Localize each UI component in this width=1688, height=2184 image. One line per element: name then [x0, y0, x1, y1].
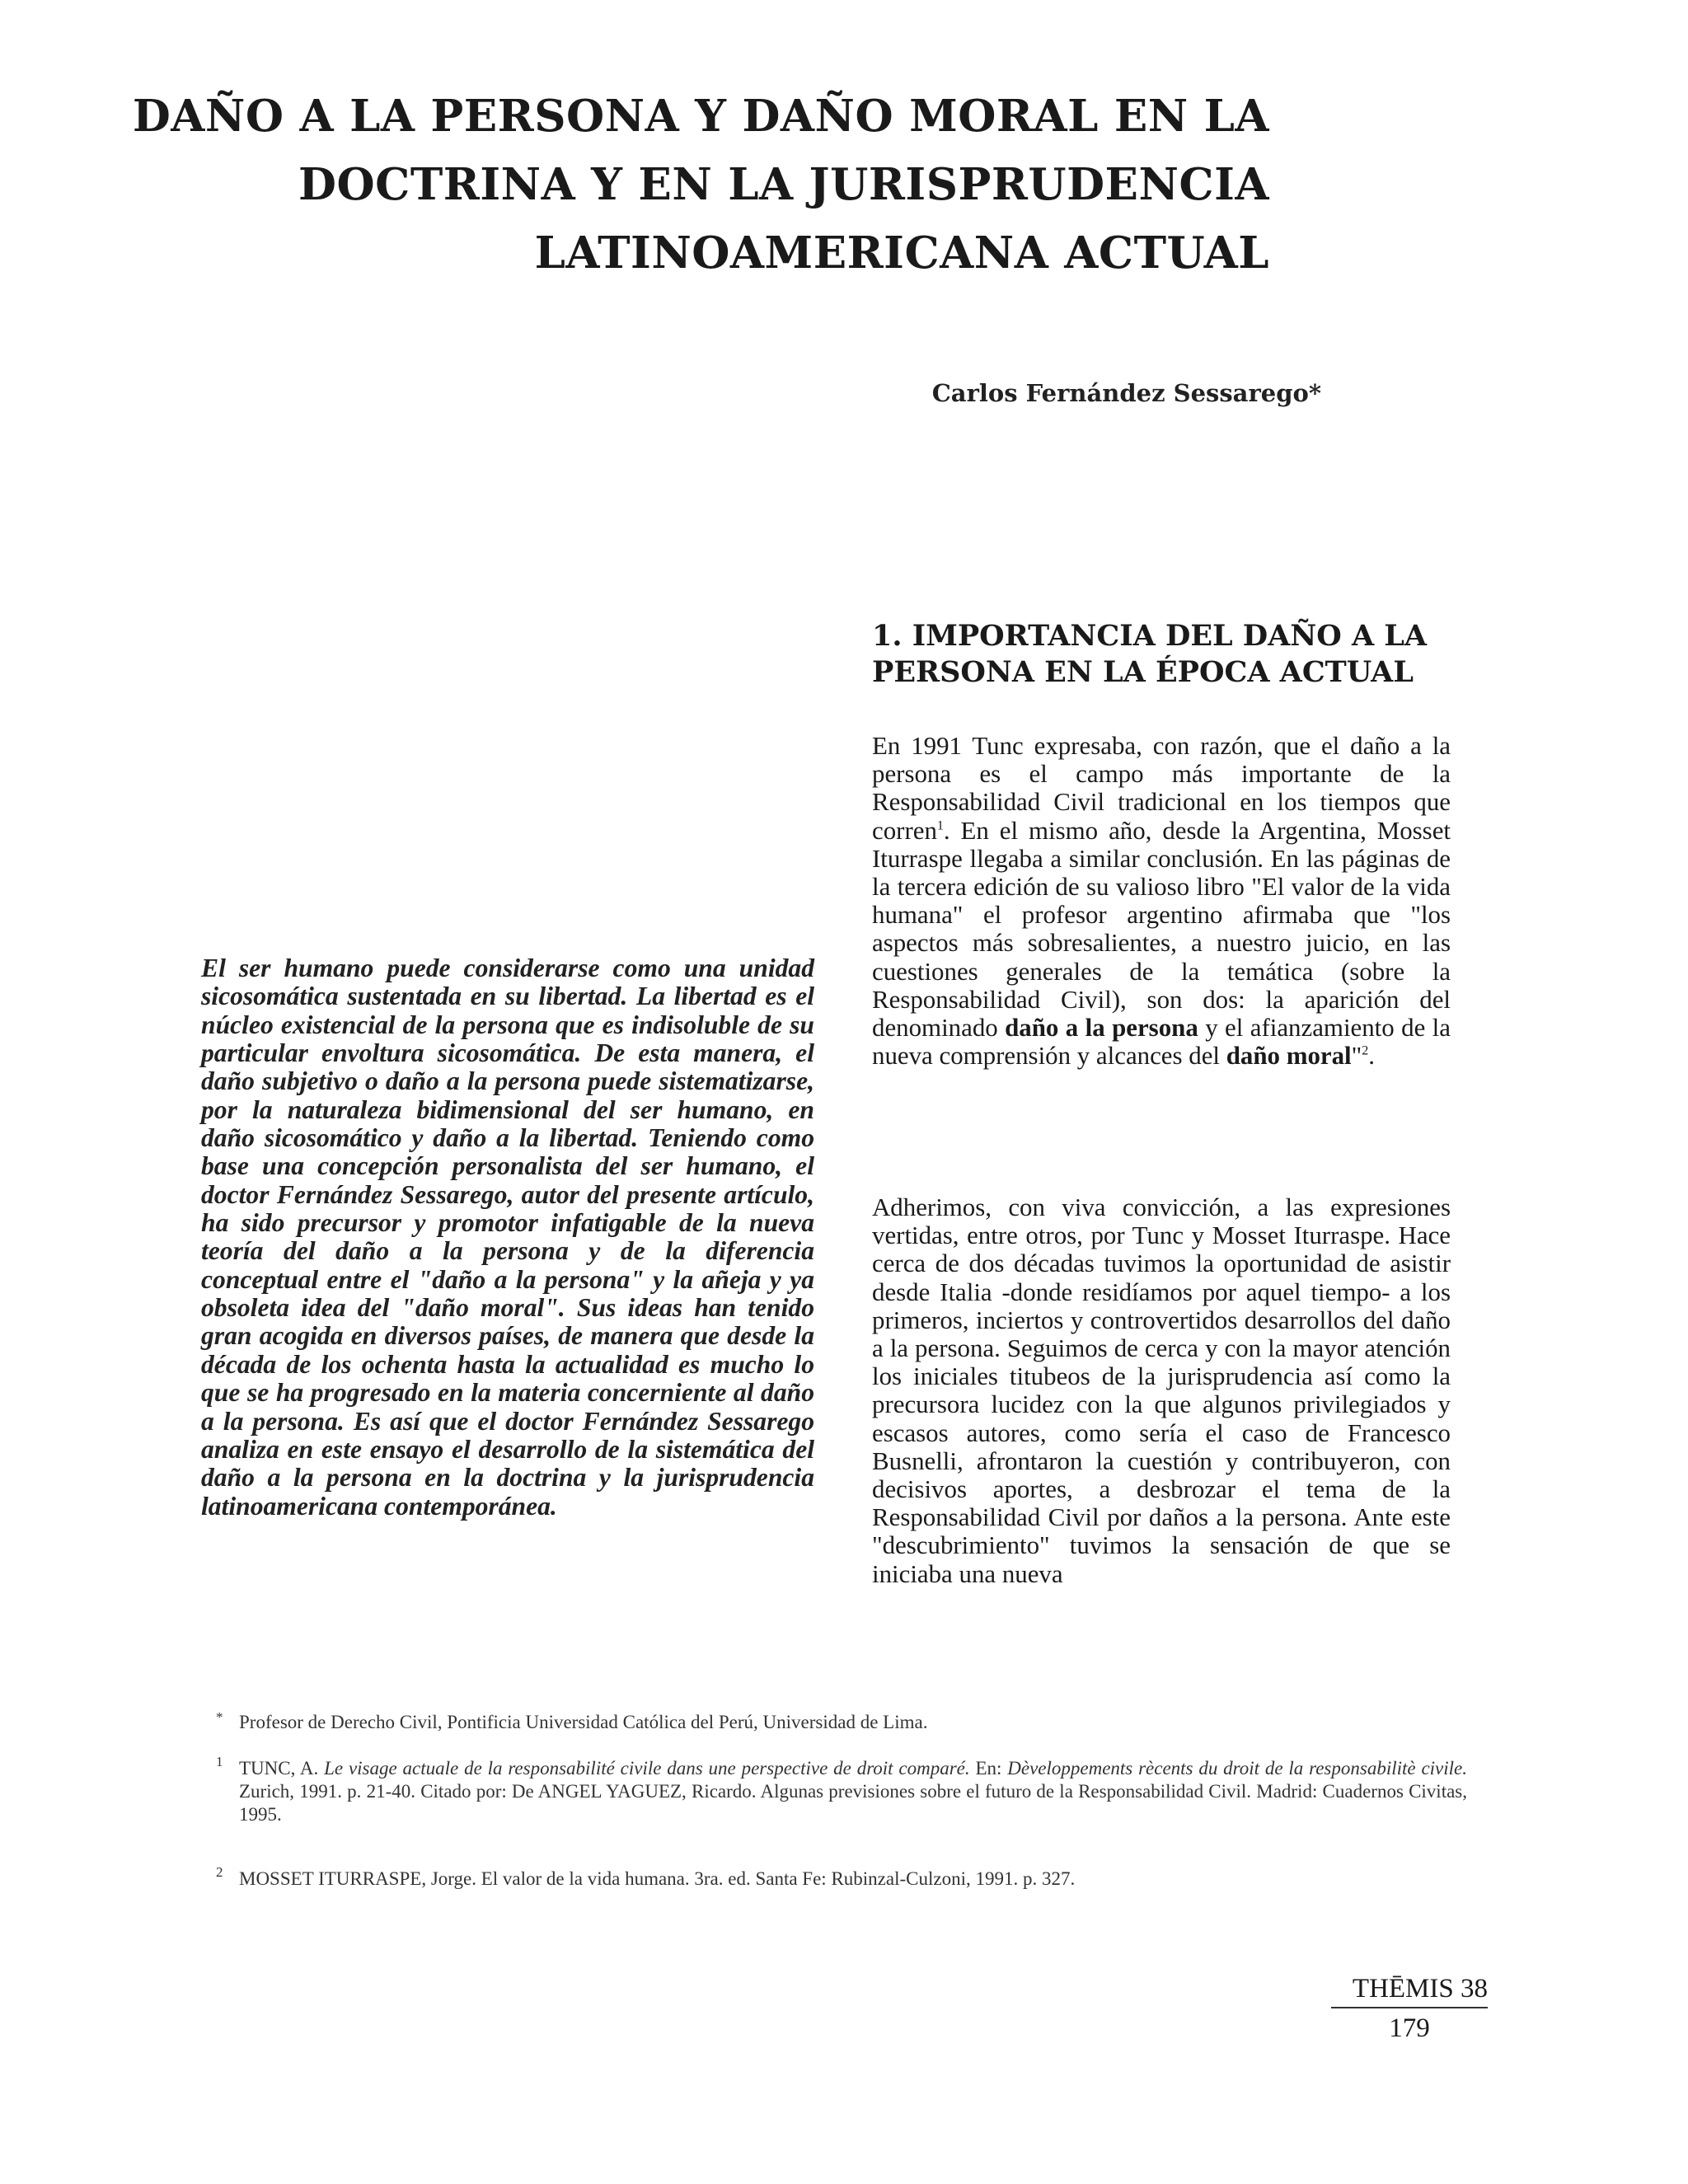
footnote-1-text-c: Zurich, 1991. p. 21-40. Citado por: De ANGEL YAGUEZ, Ricardo. Algunas previsiones sobre el futuro de la Responsabilidad Civil. Madrid: Cuadernos Civitas, 1995. — [239, 1781, 1467, 1825]
para1-bold-dano-persona: daño a la persona — [1005, 1013, 1198, 1043]
section-heading — [872, 618, 1531, 691]
para1-text-a: En 1991 Tunc expresaba, con razón, que el daño a la persona es el campo más importante de la Responsabilidad Civil tradicional en los tiempos que corren — [872, 731, 1451, 845]
section-heading-line-1: 1. IMPORTANCIA DEL DAÑO A LA — [872, 619, 1428, 653]
para1-text-b: . En el mismo año, desde la Argentina, Mosset Iturraspe llegaba a similar conclusión. En las páginas de la tercera edición de su valioso libro "El valor de la vida humana" el profesor argentino afirmaba que "los aspectos más sobresalientes, a nuestro juicio, en las cuestiones generales de la temática (sobre la Responsabilidad Civil), son dos: la aparición del denominado — [872, 815, 1451, 1043]
footnote-2: MOSSET ITURRASPE, Jorge. El valor de la vida humana. 3ra. ed. Santa Fe: Rubinzal-Culzoni, 1991. p. 327. — [239, 1868, 1076, 1889]
footnote-author: Profesor de Derecho Civil, Pontificia Universidad Católica del Perú, Universidad de Lima. — [239, 1712, 928, 1732]
footnote-1-text-a: TUNC, A. — [239, 1758, 325, 1779]
footnote-ref-2: 2 — [1362, 1043, 1369, 1058]
footnote-star-mark: * — [216, 1709, 223, 1725]
footnote-2-mark: 2 — [216, 1864, 223, 1880]
footnote-1-italic-source: Dèveloppements rècents du droit de la responsabilitè civile. — [1007, 1758, 1467, 1779]
body-paragraph-2: Adherimos, con viva convicción, a las expresiones vertidas, entre otros, por Tunc y Mosset Iturraspe. Hace cerca de dos décadas tuvimos la oportunidad de asistir desde Italia -donde residíamos por aquel tiempo- a los primeros, inciertos y controvertidos desarrollos del daño a la persona. Seguimos de cerca y con la mayor atención los iniciales titubeos de la jurisprudencia así como la precursora lucidez con la que algunos privilegiados y escasos autores, como sería el caso de Francesco Busnelli, afrontaron la cuestión y contribuyeron, con decisivos aportes, a desbrozar el tema de la Responsabilidad Civil por daños a la persona. Ante este "descubrimiento" tuvimos la sensación de que se iniciaba una nueva — [872, 1193, 1451, 1588]
section-heading-line-2: PERSONA EN LA ÉPOCA ACTUAL — [872, 655, 1414, 689]
title-line-3: LATINOAMERICANA ACTUAL — [534, 227, 1269, 279]
footnote-1 — [239, 1757, 1467, 1826]
footnote-1-italic-title: Le visage actuale de la responsabilité civile dans une perspective de droit comparé. — [324, 1758, 970, 1779]
para1-text-c: y el afianzamiento de la nueva comprensión y alcances del — [872, 1013, 1451, 1071]
author-name: Carlos Fernández Sessarego* — [931, 379, 1321, 407]
body-paragraph-1 — [872, 732, 1451, 1070]
footnote-ref-1: 1 — [936, 818, 944, 833]
para1-text-e: . — [1368, 1041, 1375, 1071]
page-number: 179 — [1389, 2013, 1430, 2043]
journal-name: THĒMIS 38 — [1331, 1972, 1488, 2008]
para1-text-d: " — [1351, 1041, 1362, 1071]
footnote-1-mark: 1 — [216, 1754, 223, 1769]
title-line-2: DOCTRINA Y EN LA JURISPRUDENCIA — [298, 159, 1269, 210]
abstract: El ser humano puede considerarse como una unidad sicosomática sustentada en su libertad. La libertad es el núcleo existencial de la persona que es indisoluble de su particular envoltura sicosomática. De esta manera, el daño subjetivo o daño a la persona puede sistematizarse, por la naturaleza bidimensional del ser humano, en daño sicosomático y daño a la libertad. Teniendo como base una concepción personalista del ser humano, el doctor Fernández Sessarego, autor del presente artículo, ha sido precursor y promotor infatigable de la nueva teoría del daño a la persona y de la diferencia conceptual entre el "daño a la persona" y la añeja y ya obsoleta idea del "daño moral". Sus ideas han tenido gran acogida en diversos países, de manera que desde la década de los ochenta hasta la actualidad es mucho lo que se ha progresado en la materia concerniente al daño a la persona. Es así que el doctor Fernández Sessarego analiza en este ensayo el desarrollo de la sistemática del daño a la persona en la doctrina y la jurisprudencia latinoamericana contemporánea. — [201, 954, 814, 1521]
footnote-1-text-b: En: — [969, 1758, 1008, 1779]
title-line-1: DAÑO A LA PERSONA Y DAÑO MORAL EN LA — [132, 91, 1269, 142]
article-title — [115, 82, 1269, 288]
para1-bold-dano-moral: daño moral — [1226, 1041, 1352, 1071]
